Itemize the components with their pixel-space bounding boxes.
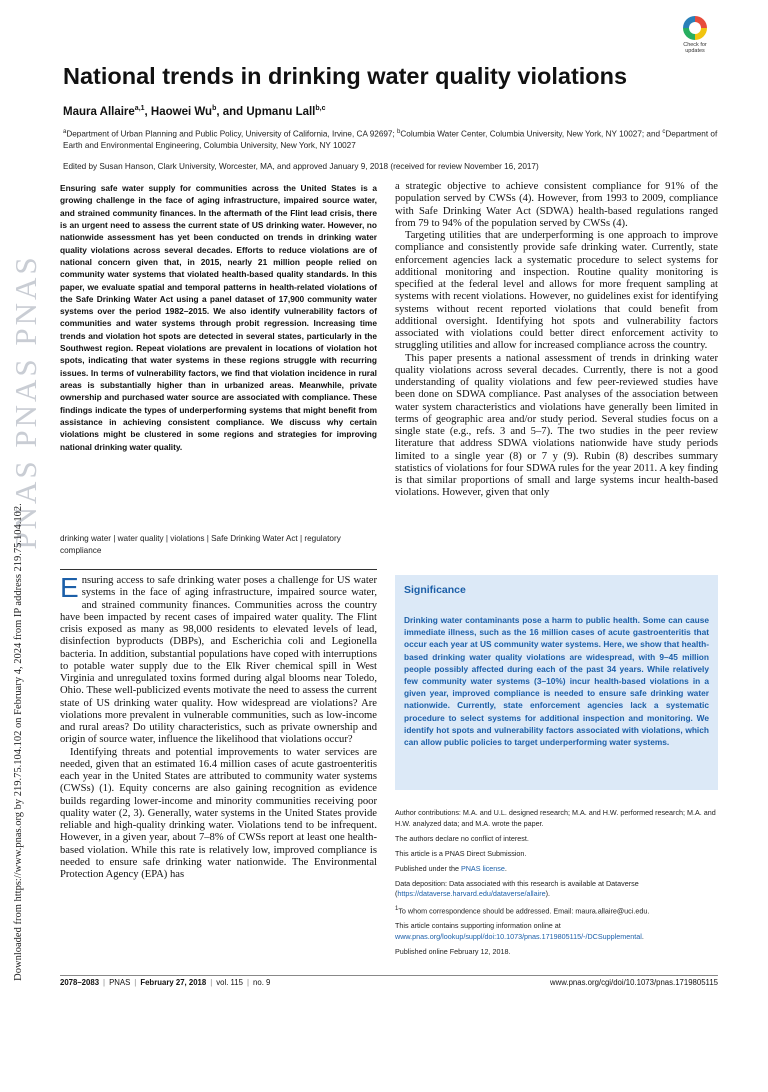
deposition-prefix: Data deposition: Data associated with this research is available at Dataverse (	[395, 878, 639, 898]
page-range: 2078–2083	[60, 978, 100, 987]
body-paragraph	[60, 572, 377, 747]
body-paragraph: a strategic objective to achieve consistent compliance for 91% of the population served by CWSs (4). However, from 1993 to 2009, compliance with Safe Drinking Water Act (SDWA) health-based regulations ranged from 79 to 94% of the population served by CWSs (4).	[395, 181, 718, 229]
footer-rule	[60, 975, 718, 976]
issue-number: no. 9	[253, 978, 271, 987]
author-name: Maura Allaire	[63, 105, 135, 118]
footer-citation	[60, 978, 270, 987]
affiliation: Columbia Water Center, Columbia University, New York, NY 10027; and	[400, 129, 663, 139]
affiliation: Department of Earth and Environmental Engineering, Columbia University, New York, NY 10027	[63, 129, 718, 151]
download-notice: Downloaded from https://www.pnas.org by 219.75.104.102 on February 4, 2024 from IP address 219.75.104.102.	[13, 503, 24, 981]
author-superscript: b	[212, 105, 217, 112]
badge-label: Check for updates	[683, 42, 707, 54]
affiliation-superscript: b	[397, 129, 401, 135]
license-suffix: .	[504, 863, 507, 873]
submission-note: This article is a PNAS Direct Submission.	[395, 848, 527, 858]
drop-cap: E	[60, 572, 79, 603]
journal-name: PNAS	[109, 978, 131, 987]
separator: |	[103, 978, 106, 987]
license-note	[395, 864, 718, 875]
correspondence-note	[395, 904, 718, 917]
divider	[60, 569, 377, 570]
doi-url[interactable]: www.pnas.org/cgi/doi/10.1073/pnas.1719805115	[549, 978, 718, 987]
body-left-column	[60, 572, 377, 881]
body-right-column	[395, 181, 718, 500]
affiliation: Department of Urban Planning and Public Policy, University of California, Irvine, CA 92697;	[66, 129, 398, 139]
article-notes	[395, 808, 718, 962]
significance-box	[395, 575, 718, 790]
separator: |	[246, 978, 250, 987]
data-deposition	[395, 879, 718, 900]
keywords: drinking water | water quality | violations | Safe Drinking Water Act | regulatory compliance	[60, 534, 341, 555]
si-prefix: This article contains supporting information online at	[395, 921, 561, 931]
footnote-marker: 1	[395, 906, 399, 912]
pnas-watermark: PNAS PNAS PNAS	[8, 254, 43, 550]
significance-title: Significance	[404, 584, 466, 596]
edited-by: Edited by Susan Hanson, Clark University, Worcester, MA, and approved January 9, 2018 (received for review November 16, 2017)	[63, 162, 539, 171]
significance-text: Drinking water contaminants pose a harm to public health. Some can cause immediate illness, such as the 16 million cases of acute gastroenteritis that occur each year at US community water systems. Here, we show that health-based drinking water quality violations are widespread, with 9–45 million people possibly affected during each of the past 34 years. While relatively few community water systems (3–10%) incur health-based violations in a given year, improved compliance is needed to ensure safe drinking water nationwide. Currently, state enforcement agencies lack a systematic procedure to select systems for additional inspection and monitoring. We identify hot spots and vulnerability factors associated with violations, which can allow public policies to target underperforming water systems.	[404, 615, 709, 748]
abstract: Ensuring safe water supply for communities across the United States is a growing challenge in the face of aging infrastructure, impaired source water, and strained community finances. In the aftermath of the Flint lead crisis, there is an urgent need to assess the current state of US drinking water. However, no nationwide assessment has yet been conducted on trends in drinking water quality violations across several decades. Efforts to reduce violations are of national concern given that, in 2015, nearly 21 million people relied on community water systems that violated health-based quality standards. In this paper, we evaluate spatial and temporal patterns in health-related violations of the Safe Drinking Water Act using a panel dataset of 17,900 community water systems over the period 1982–2015. We also identify vulnerability factors of communities and water systems through probit regression. Increasing time trends and violation hot spots are detected in several states, particularly in the Southwest region. Repeat violations are prevalent in locations of violation hot spots, indicating that water systems in these regions struggle with recurring issues. In terms of vulnerability factors, we find that violation incidence in rural areas is substantially higher than in urbanized areas. Meanwhile, private ownership and purchased water source are associated with compliance. These findings indicate the types of underperforming systems that might benefit from assistance in achieving consistent compliance. We discuss why certain violations might be clustered in some regions and strategies for improving national drinking water quality.	[60, 183, 377, 452]
correspondence-text: To whom correspondence should be addressed. Email: maura.allaire@uci.edu.	[398, 906, 650, 916]
author-name: Haowei Wu	[150, 105, 213, 118]
published-date: Published online February 12, 2018.	[395, 946, 511, 956]
supporting-info-note	[395, 921, 718, 942]
separator: |	[134, 978, 137, 987]
conflict-statement: The authors declare no conflict of interest.	[395, 833, 529, 843]
affiliation-superscript: a	[63, 129, 67, 135]
check-for-updates-badge[interactable]	[678, 16, 712, 58]
author-name: and Upmanu Lall	[222, 105, 316, 118]
author-contributions: Author contributions: M.A. and U.L. designed research; M.A. and H.W. performed research; M.A. and H.W. analyzed data; and M.A. wrote the paper.	[395, 808, 716, 828]
body-paragraph: This paper presents a national assessment of trends in drinking water quality violations across several decades. Currently, there is not a good understanding of quality violations and few peer-reviewed studies have been done on SDWA compliance. Past analyses of the association between water system characteristics and violations have generally been limited in terms of geographic area and/or study period. Several studies focus on a single state (e.g., refs. 3 and 5–7). The two studies in the peer review literature that address SDWA violations nationwide have study periods limited to a single year (8) or 7 y (9). Rubin (8) describes summary statistics of violations for four SDWA rules for the year 2011. A key finding is that similar proportions of small and large systems incur health-based violations. However, given that only	[395, 352, 718, 499]
body-paragraph: Identifying threats and potential improvements to water services are needed, given that an estimated 16.4 million cases of acute gastroenteritis each year in the United States are attributed to community water systems (CWSs) (1). Equity concerns are also gaining recognition as evidence builds regarding lower-income and minority communities receiving poor quality water (2, 3). Generally, water systems in the United States provide reliable and high-quality drinking water. Violations tend to be infrequent. However, in a given year, about 7–8% of CWSs report at least one health-based violation. While this rate is relatively low, improved compliance is needed to ensure safe drinking water nationwide. The Environmental Protection Agency (EPA) has	[60, 746, 377, 880]
paper-title: National trends in drinking water quality violations	[63, 63, 628, 89]
supplemental-link[interactable]: www.pnas.org/lookup/suppl/doi:10.1073/pnas.1719805115/-/DCSupplemental	[395, 931, 642, 941]
author-list: Maura Allaire$^{a,1}$, Haowei Wu$^b$, and Upmanu Lall$^{b,c}$	[63, 105, 326, 118]
license-link[interactable]: PNAS license	[460, 863, 505, 873]
affiliation-superscript: c	[662, 129, 666, 135]
crossmark-icon	[683, 16, 707, 40]
author-superscript: b,c	[315, 105, 326, 112]
separator: |	[210, 978, 213, 987]
dataverse-link[interactable]: https://dataverse.harvard.edu/dataverse/allaire	[397, 889, 546, 898]
si-suffix: .	[641, 931, 644, 941]
author-superscript: a,1	[134, 105, 145, 112]
issue-date: February 27, 2018	[140, 978, 207, 987]
paragraph-text: nsuring access to safe drinking water poses a challenge for US water systems in the face of aging infrastructure, impaired source water, and strained community finances. Communities across the country have been impacted by recent cases of impaired water quality. The Flint crisis exposed as many as 98,000 residents to elevated levels of lead, disinfection byproducts (DBPs), and Escherichia coli and Legionella bacteria. In addition, substantial populations have coped with interruptions to potable water supply due to the Elk River chemical spill in West Virginia and unregulated toxins formed during algal blooms near Toledo, Ohio. These well-publicized events motivate the need to assess the current state of US drinking water quality. How widespread are violations? Are violations more prevalent in vulnerable communities, such as low-income and rural areas? Do utility characteristics, such as private ownership and origin of source water, influence the likelihood that violations occur?	[60, 575, 377, 746]
license-prefix: Published under the	[395, 863, 461, 873]
affiliations	[63, 127, 723, 152]
deposition-suffix: ).	[545, 889, 551, 898]
volume: vol. 115	[216, 978, 243, 987]
body-paragraph: Targeting utilities that are underperforming is one approach to improve compliance and consistently provide safe drinking water. Currently, state enforcement agencies lack a systematic procedure to select systems for additional monitoring and inspection. Routine quality monitoring is specified at the federal level and allows for more frequent sampling at systems with recent violations. However, no guidelines exist for identifying systems without recent reported violations that could benefit from additional oversight. Identifying hot spots and vulnerability factors associated with violations could better direct enforcement activity to struggling utilities and allow for increased compliance across the country.	[395, 230, 718, 352]
